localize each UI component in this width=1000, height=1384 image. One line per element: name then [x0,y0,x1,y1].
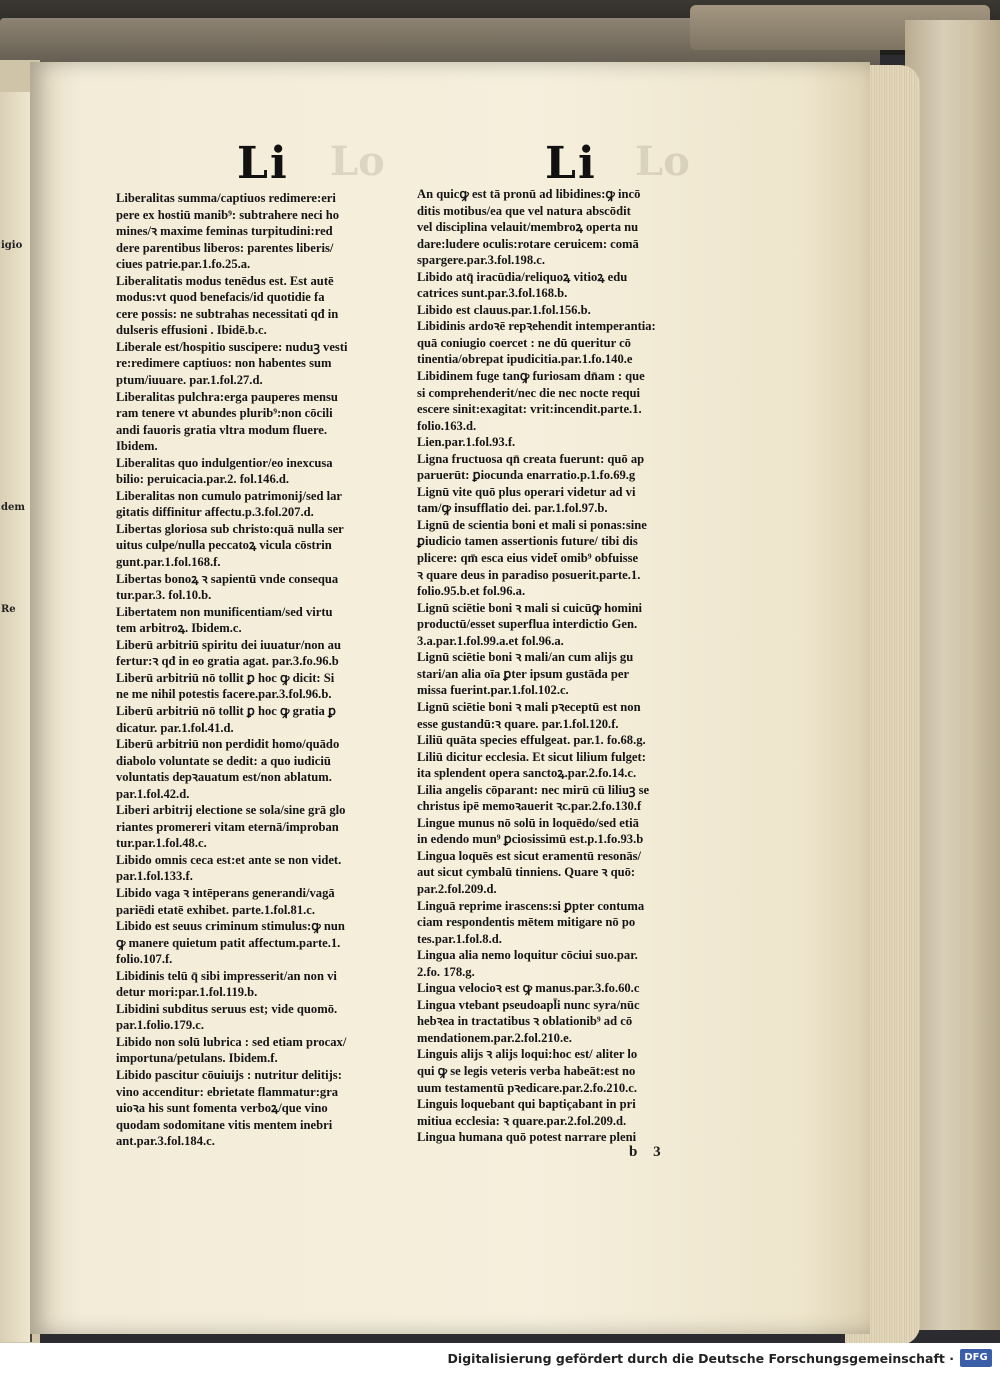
facing-page-fragment: dem [1,502,25,513]
index-line: importuna/petulans. Ibidem.f. [116,1051,278,1066]
index-line: tur.par.1.fol.48.c. [116,836,207,851]
index-line: Libidini subditus seruus est; vide quomō. [116,1001,338,1016]
index-line: Lignū sciētie boni ꝛ mali si cuicūꝙ homini [417,600,643,615]
index-line: dare:ludere oculis:rotare ceruicem: comā [417,236,639,251]
index-line: pere ex hostiū manib⁹: subtrahere neci ho [116,207,340,222]
index-line: folio.163.d. [417,418,477,433]
index-line: ram tenere vt abundes plurib⁹:non cōcili [116,406,333,421]
index-line: tinentia/obrepat ipudicitia.par.1.fo.140.e [417,352,633,367]
index-line: Liberalitatis modus tenēdus est. Est autē [116,273,334,288]
index-line: tes.par.1.fol.8.d. [417,931,502,946]
index-line: esse gustandū:ꝛ quare. par.1.fol.120.f. [417,716,619,731]
index-line: Liberū arbitriū nō tollit ꝑ hoc ꝙ dicit: Si [116,670,335,685]
index-line: escere sinit:exagitat: vrit:incendit.parte.1. [417,402,642,417]
index-line: Libido pascitur cōuiuijs : nutritur delitijs: [116,1067,342,1082]
index-line: ptum/iuuare. par.1.fol.27.d. [116,373,263,388]
index-line: ita splendent opera sanctoꝝ.par.2.fo.14.c. [417,766,637,781]
index-line: tam/ꝙ insufflatio dei. par.1.fol.97.b. [417,501,608,516]
index-line: spargere.par.3.fol.198.c. [417,253,546,268]
index-line: bilio: peruicacia.par.2. fol.146.d. [116,472,290,487]
index-line: detur mori:par.1.fol.119.b. [116,985,258,1000]
index-column-left [116,190,412,1150]
index-line: plicere: qm̄ esca eius videt̄ omib⁹ obfuisse [417,551,639,566]
running-header-right: Li [545,138,597,189]
index-line: Lingua vtebant pseudoapl̄i nunc syra/nūc [417,997,640,1012]
index-line: diabolo voluntate se dedit: a quo iudiciū [116,753,331,768]
index-line: Lignū sciētie boni ꝛ mali/an cum alijs gu [417,650,634,665]
index-line: par.1.fol.42.d. [116,786,190,801]
index-line: uitus culpe/nulla peccatoꝝ vicula cōstrin [116,538,332,553]
index-line: andi fauoris gratia vltra modum fluere. [116,422,328,437]
index-line: Lingua velocioꝛ est ꝙ manus.par.3.fo.60.c [417,981,640,996]
index-column-right [417,186,717,1146]
index-line: par.2.fol.209.d. [417,881,497,896]
index-line: Lignū de scientia boni et mali si ponas:sine [417,517,647,532]
index-line: missa fuerint.par.1.fol.102.c. [417,683,569,698]
index-line: 3.a.par.1.fol.99.a.et fol.96.a. [417,633,564,648]
index-line: fertur:ꝛ qđ in eo gratia agat. par.3.fo.96.b [116,654,339,669]
index-line: gitatis diffinitur affectu.p.3.fol.207.d. [116,505,314,520]
digitization-footer [0,1343,1000,1384]
index-line: qui ꝙ se legis veteris verba habeāt:est no [417,1063,636,1078]
index-line: Linguis loquebant qui baptiçabant in pri [417,1097,636,1112]
index-line: ꝛ quare deus in paradiso posuerit.parte.1. [417,567,641,582]
index-line: mines/ꝛ maxime feminas turpitudini:red [116,224,333,239]
index-line: folio.95.b.et fol.96.a. [417,584,526,599]
index-line: ciues patrie.par.1.fo.25.a. [116,257,251,272]
index-line: aut sicut cymbalū tinniens. Quare ꝛ quō: [417,865,636,880]
show-through-header-left: Lo [330,138,385,185]
index-line: Liberi arbitrij electione se sola/sine grā glo [116,803,346,818]
index-line: Lingue munus nō solū in loquēdo/sed etiā [417,815,639,830]
index-line: Lingua alia nemo loquitur cōciui suo.par. [417,948,638,963]
index-line: Ibidem. [116,439,158,454]
index-line: christus ipē memoꝛauerit ꝛc.par.2.fo.130.f [417,799,642,814]
index-line: ciam respondentis mētem mitigare nō po [417,915,636,930]
index-line: vino accenditur: ebrietate flammatur:gra [116,1084,339,1099]
index-line: re:redimere captiuos: non habentes sum [116,356,332,371]
index-line: uum testamentū pꝛedicare.par.2.fo.210.c. [417,1080,638,1095]
index-line: ꝑiudicio tamen assertionis future/ tibi dis [417,534,638,549]
index-line: Libido non solū lubrica : sed etiam procax/ [116,1034,347,1049]
index-line: dicatur. par.1.fol.41.d. [116,720,234,735]
index-line: Libido est seuus criminum stimulus:ꝙ nun [116,919,345,934]
dfg-logo: DFG [960,1349,992,1367]
index-line: Libido atq̄ iracūdia/reliquoꝝ vitioꝝ edu [417,269,628,284]
index-line: Lingua loquēs est sicut eramentū resonās/ [417,848,642,863]
index-line: hebꝛea in tractatibus ꝛ oblationib⁹ ad cō [417,1014,633,1029]
index-line: in edendo mun⁹ ꝑciosissimū est.p.1.fo.93.b [417,832,644,847]
index-line: Liberalitas summa/captiuos redimere:eri [116,191,336,205]
index-line: uioꝛa his sunt fomenta verboꝝ/que vino [116,1101,328,1116]
index-line: Lilia angelis cōparant: nec mirū cū liliuꝫ se [417,782,650,797]
facing-page-edge [0,92,32,1342]
index-line: voluntatis depꝛauatum est/non ablatum. [116,770,332,785]
index-line: Liberalitas non cumulo patrimonij/sed lar [116,488,342,503]
index-line: cere possis: ne subtrahas necessitati qđ in [116,306,339,321]
index-line: mendationem.par.2.fol.210.e. [417,1030,572,1045]
index-line: quā coniugio coercet : ne dū queritur cō [417,335,631,350]
index-line: Libertas bonoꝝ ꝛ sapientū vnde consequa [116,571,339,586]
index-line: tem arbitroꝝ. Ibidem.c. [116,621,242,636]
funding-credit: Digitalisierung gefördert durch die Deutsche Forschungsgemeinschaft · [447,1351,954,1366]
index-line: quodam sodomitane vitis mentem inebri [116,1117,333,1132]
index-line: Liberalitas quo indulgentior/eo inexcusa [116,455,333,470]
index-line: Lingua humana quō potest narrare pleni [417,1130,637,1145]
index-line: Libido omnis ceca est:et ante se non videt. [116,852,342,867]
show-through-header-right: Lo [635,138,690,185]
index-line: Libidinis telū q̄ sibi impresserit/an non vi [116,968,337,983]
index-line: Lignū sciētie boni ꝛ mali pꝛeceptū est non [417,699,641,714]
index-line: folio.107.f. [116,952,173,967]
index-line: paruerūt: ꝑiocunda enarratio.p.1.fo.69.g [417,468,636,483]
index-line: Linguā reprime irascens:si ꝑpter contuma [417,898,645,913]
index-line: par.1.folio.179.c. [116,1018,205,1033]
index-line: Libidinem fuge tanꝙ furiosam dn̄am : que [417,369,645,384]
index-line: Liberale est/hospitio suscipere: nuduꝫ vesti [116,339,348,354]
index-line: ꝙ manere quietum patit affectum.parte.1. [116,935,341,950]
facing-page-fragment: Re [1,604,16,615]
index-line: pariēdi etatē exhibet. parte.1.fol.81.c. [116,902,316,917]
index-line: par.1.fol.133.f. [116,869,193,884]
index-line: Libido vaga ꝛ intēperans generandi/vagā [116,885,335,900]
index-line: ditis motibus/ea que vel natura abscōdit [417,203,631,218]
index-line: riantes promereri vitam eternā/improban [116,819,339,834]
index-line: modus:vt quod benefacis/id quotidie fa [116,290,325,305]
index-line: gunt.par.1.fol.168.f. [116,555,221,570]
index-line: 2.fo. 178.g. [417,964,475,979]
index-line: stari/an alia oīa ꝑter ipsum gustāda per [417,666,630,681]
index-line: Liliū quāta species effulgeat. par.1. fo.68.g. [417,733,646,748]
index-line: Libidinis ardoꝛē repꝛehendit intemperantia: [417,319,656,334]
index-line: Lignū vite quō plus operari videtur ad vi [417,484,636,499]
running-header-left: Li [237,138,289,189]
index-line: si comprehenderit/nec die nec nocte requi [417,385,641,400]
index-line: Liliū dicitur ecclesia. Et sicut lilium fulget: [417,749,646,764]
index-line: dere parentibus liberos: parentes liberis/ [116,240,334,255]
index-line: An quicꝙ est tā pronū ad libidines:ꝙ incō [417,187,641,201]
index-line: catrices sunt.par.3.fol.168.b. [417,286,568,301]
index-line: Liberū arbitriū spiritu dei iuuatur/non au [116,637,341,652]
index-line: productū/esset superflua interdictio Gen. [417,617,638,632]
index-line: vel disciplina velauit/membroꝝ operta nu [417,220,639,235]
index-line: Libertas gloriosa sub christo:quā nulla ser [116,521,344,536]
index-line: ant.par.3.fol.184.c. [116,1134,215,1149]
index-line: Liberū arbitriū non perdidit homo/quādo [116,737,340,752]
signature-mark: b 3 [629,1144,667,1160]
index-line: Libertatem non munificentiam/sed virtu [116,604,333,619]
index-line: dulseris effusioni . Ibidē.b.c. [116,323,267,338]
index-line: tur.par.3. fol.10.b. [116,588,212,603]
index-line: ne me nihil potestis facere.par.3.fol.96.b. [116,687,332,702]
facing-page-fragment: igio [1,240,23,251]
index-line: Linguis alijs ꝛ alijs loqui:hoc est/ aliter lo [417,1047,638,1062]
index-line: mitiua ecclesia: ꝛ quare.par.2.fol.209.d. [417,1113,627,1128]
index-line: Lien.par.1.fol.93.f. [417,435,516,450]
index-line: Libido est clauus.par.1.fol.156.b. [417,302,591,317]
index-line: Liberū arbitriū nō tollit ꝑ hoc ꝙ gratia ꝑ [116,703,336,718]
index-line: Ligna fructuosa qn̄ creata fuerunt: quō ap [417,451,645,466]
index-line: Liberalitas pulchra:erga pauperes mensu [116,389,338,404]
